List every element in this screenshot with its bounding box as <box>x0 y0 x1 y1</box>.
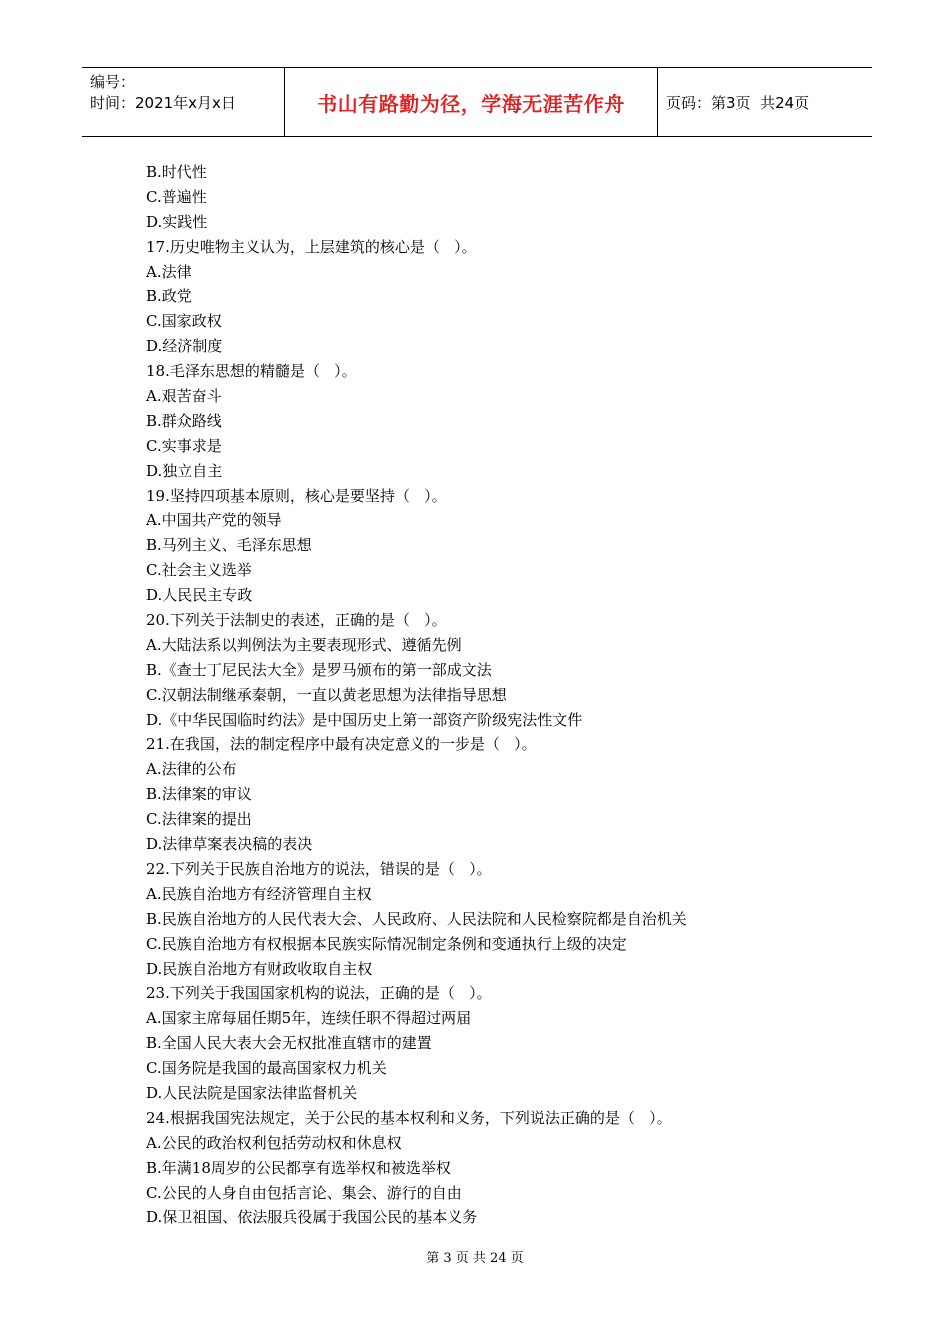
text-line: D.《中华民国临时约法》是中国历史上第一部资产阶级宪法性文件 <box>146 710 583 729</box>
header-divider-right <box>657 68 658 136</box>
text-line: C.国务院是我国的最高国家权力机关 <box>146 1059 387 1078</box>
text-line: B.马列主义、毛泽东思想 <box>146 536 312 555</box>
page-footer: 第 3 页 共 24 页 <box>426 1251 524 1266</box>
text-line: B.年满18周岁的公民都享有选举权和被选举权 <box>146 1158 451 1177</box>
text-line: B.民族自治地方的人民代表大会、人民政府、人民法院和人民检察院都是自治机关 <box>146 909 687 928</box>
text-line: B.政党 <box>146 287 192 306</box>
text-line: A.法律 <box>146 262 192 281</box>
time-label: 时间：2021年x月x日 <box>90 94 236 112</box>
text-line: 18.毛泽东思想的精髓是（ ）。 <box>146 362 357 381</box>
text-line: 19.坚持四项基本原则，核心是要坚持（ ）。 <box>146 486 447 505</box>
code-label: 编号： <box>90 73 136 91</box>
text-line: A.法律的公布 <box>146 760 237 779</box>
text-line: B.全国人民大表大会无权批准直辖市的建置 <box>146 1034 432 1053</box>
text-line: C.普遍性 <box>146 187 207 206</box>
document-body <box>146 160 886 1230</box>
text-line: C.社会主义选举 <box>146 561 252 580</box>
text-line: B.《查士丁尼民法大全》是罗马颁布的第一部成文法 <box>146 660 492 679</box>
text-line: 20.下列关于法制史的表述，正确的是（ ）。 <box>146 611 447 630</box>
text-line: D.人民法院是国家法律监督机关 <box>146 1083 358 1102</box>
text-line: C.民族自治地方有权根据本民族实际情况制定条例和变通执行上级的决定 <box>146 934 627 953</box>
text-line: A.国家主席每届任期5年，连续任职不得超过两届 <box>146 1009 472 1028</box>
text-line: A.大陆法系以判例法为主要表现形式、遵循先例 <box>146 635 462 654</box>
text-line: 21.在我国，法的制定程序中最有决定意义的一步是（ ）。 <box>146 735 537 754</box>
page-header <box>82 67 872 137</box>
header-motto: 书山有路勤为径，学海无涯苦作舟 <box>317 91 625 116</box>
text-line: B.法律案的审议 <box>146 785 252 804</box>
text-line: D.民族自治地方有财政收取自主权 <box>146 959 373 978</box>
text-line: D.实践性 <box>146 212 208 231</box>
text-line: C.法律案的提出 <box>146 810 252 829</box>
text-line: A.中国共产党的领导 <box>146 511 282 530</box>
text-line: C.公民的人身自由包括言论、集会、游行的自由 <box>146 1183 462 1202</box>
text-line: D.保卫祖国、依法服兵役属于我国公民的基本义务 <box>146 1208 478 1227</box>
text-line: 24.根据我国宪法规定，关于公民的基本权利和义务，下列说法正确的是（ ）。 <box>146 1108 672 1127</box>
text-line: D.法律草案表决稿的表决 <box>146 835 313 854</box>
text-line: B.时代性 <box>146 163 207 181</box>
text-line: C.实事求是 <box>146 436 222 455</box>
text-line: A.艰苦奋斗 <box>146 387 222 406</box>
text-line: D.独立自主 <box>146 461 223 480</box>
text-line: C.汉朝法制继承秦朝，一直以黄老思想为法律指导思想 <box>146 685 507 704</box>
text-line: D.经济制度 <box>146 337 223 356</box>
text-line: 17.历史唯物主义认为，上层建筑的核心是（ ）。 <box>146 237 477 256</box>
text-line: A.民族自治地方有经济管理自主权 <box>146 884 372 903</box>
text-line: 23.下列关于我国国家机构的说法，正确的是（ ）。 <box>146 984 492 1003</box>
text-line: D.人民民主专政 <box>146 586 253 605</box>
text-line: A.公民的政治权利包括劳动权和休息权 <box>146 1133 402 1152</box>
text-line: B.群众路线 <box>146 411 222 430</box>
text-line: 22.下列关于民族自治地方的说法，错误的是（ ）。 <box>146 859 492 878</box>
header-meta <box>90 72 236 114</box>
text-line: C.国家政权 <box>146 312 222 331</box>
header-page-info: 页码：第3页 共24页 <box>666 93 810 112</box>
